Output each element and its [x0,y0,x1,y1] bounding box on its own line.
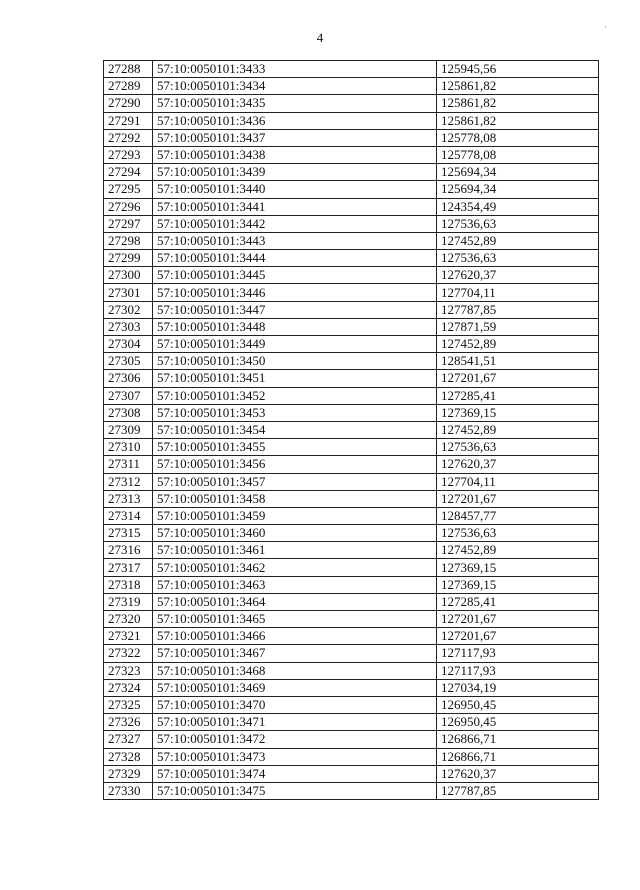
row-number-cell: 27305 [104,353,153,370]
cadastral-value-cell: 127285,41 [437,387,599,404]
cadastral-value-cell: 126950,45 [437,696,599,713]
table-row [104,473,599,490]
row-number-cell: 27294 [104,164,153,181]
cadastral-value-cell: 125778,08 [437,129,599,146]
cadastral-value-cell: 127369,15 [437,576,599,593]
table-row [104,507,599,524]
cadastral-value-cell: 127285,41 [437,593,599,610]
table-row [104,250,599,267]
row-number-cell: 27304 [104,336,153,353]
table-row [104,387,599,404]
table-row [104,456,599,473]
cadastral-value-table [103,60,599,800]
cadastral-number-cell: 57:10:0050101:3435 [153,95,437,112]
row-number-cell: 27295 [104,181,153,198]
cadastral-number-cell: 57:10:0050101:3460 [153,525,437,542]
cadastral-value-cell: 127536,63 [437,250,599,267]
cadastral-value-cell: 127871,59 [437,318,599,335]
table-row [104,628,599,645]
table-row [104,714,599,731]
cadastral-value-cell: 125861,82 [437,78,599,95]
cadastral-value-cell: 125861,82 [437,95,599,112]
table-row [104,164,599,181]
row-number-cell: 27328 [104,748,153,765]
table-row [104,232,599,249]
row-number-cell: 27329 [104,765,153,782]
row-number-cell: 27319 [104,593,153,610]
table-row [104,129,599,146]
row-number-cell: 27330 [104,782,153,799]
table-row [104,61,599,78]
cadastral-number-cell: 57:10:0050101:3459 [153,507,437,524]
cadastral-value-cell: 126866,71 [437,748,599,765]
cadastral-number-cell: 57:10:0050101:3452 [153,387,437,404]
cadastral-number-cell: 57:10:0050101:3442 [153,215,437,232]
table-row [104,559,599,576]
table-row [104,662,599,679]
cadastral-number-cell: 57:10:0050101:3448 [153,318,437,335]
cadastral-number-cell: 57:10:0050101:3434 [153,78,437,95]
table-row [104,576,599,593]
cadastral-number-cell: 57:10:0050101:3447 [153,301,437,318]
table-row [104,490,599,507]
cadastral-value-cell: 127620,37 [437,456,599,473]
table-row [104,198,599,215]
cadastral-number-cell: 57:10:0050101:3436 [153,112,437,129]
table-row [104,542,599,559]
cadastral-value-cell: 127536,63 [437,439,599,456]
cadastral-number-cell: 57:10:0050101:3472 [153,731,437,748]
row-number-cell: 27323 [104,662,153,679]
row-number-cell: 27326 [104,714,153,731]
table-body [104,61,599,800]
row-number-cell: 27317 [104,559,153,576]
cadastral-number-cell: 57:10:0050101:3468 [153,662,437,679]
row-number-cell: 27298 [104,232,153,249]
table-row [104,215,599,232]
cadastral-value-cell: 127452,89 [437,542,599,559]
cadastral-number-cell: 57:10:0050101:3473 [153,748,437,765]
cadastral-value-cell: 127201,67 [437,370,599,387]
row-number-cell: 27301 [104,284,153,301]
table-row [104,301,599,318]
cadastral-number-cell: 57:10:0050101:3469 [153,679,437,696]
row-number-cell: 27293 [104,146,153,163]
cadastral-number-cell: 57:10:0050101:3455 [153,439,437,456]
table-row [104,748,599,765]
table-row [104,731,599,748]
cadastral-number-cell: 57:10:0050101:3465 [153,611,437,628]
row-number-cell: 27300 [104,267,153,284]
row-number-cell: 27321 [104,628,153,645]
table-row [104,645,599,662]
cadastral-number-cell: 57:10:0050101:3433 [153,61,437,78]
cadastral-value-cell: 127787,85 [437,301,599,318]
cadastral-value-cell: 127536,63 [437,525,599,542]
table-row [104,593,599,610]
row-number-cell: 27316 [104,542,153,559]
row-number-cell: 27315 [104,525,153,542]
row-number-cell: 27290 [104,95,153,112]
cadastral-number-cell: 57:10:0050101:3450 [153,353,437,370]
cadastral-value-cell: 127369,15 [437,559,599,576]
table-row [104,284,599,301]
cadastral-value-cell: 127536,63 [437,215,599,232]
table-row [104,353,599,370]
cadastral-number-cell: 57:10:0050101:3437 [153,129,437,146]
row-number-cell: 27307 [104,387,153,404]
cadastral-number-cell: 57:10:0050101:3461 [153,542,437,559]
table-row [104,146,599,163]
table-row [104,439,599,456]
row-number-cell: 27289 [104,78,153,95]
table-row [104,611,599,628]
cadastral-value-cell: 125778,08 [437,146,599,163]
table-row [104,696,599,713]
cadastral-value-cell: 127704,11 [437,284,599,301]
row-number-cell: 27320 [104,611,153,628]
row-number-cell: 27327 [104,731,153,748]
row-number-cell: 27325 [104,696,153,713]
cadastral-value-cell: 124354,49 [437,198,599,215]
row-number-cell: 27309 [104,421,153,438]
row-number-cell: 27322 [104,645,153,662]
cadastral-value-cell: 127704,11 [437,473,599,490]
table-row [104,765,599,782]
cadastral-number-cell: 57:10:0050101:3462 [153,559,437,576]
cadastral-number-cell: 57:10:0050101:3438 [153,146,437,163]
cadastral-value-cell: 127620,37 [437,765,599,782]
table-row [104,679,599,696]
row-number-cell: 27313 [104,490,153,507]
cadastral-value-cell: 127201,67 [437,628,599,645]
cadastral-number-cell: 57:10:0050101:3439 [153,164,437,181]
row-number-cell: 27299 [104,250,153,267]
cadastral-number-cell: 57:10:0050101:3456 [153,456,437,473]
cadastral-number-cell: 57:10:0050101:3466 [153,628,437,645]
cadastral-value-cell: 127034,19 [437,679,599,696]
cadastral-number-cell: 57:10:0050101:3471 [153,714,437,731]
cadastral-number-cell: 57:10:0050101:3451 [153,370,437,387]
cadastral-number-cell: 57:10:0050101:3464 [153,593,437,610]
cadastral-value-cell: 127452,89 [437,421,599,438]
cadastral-number-cell: 57:10:0050101:3457 [153,473,437,490]
cadastral-number-cell: 57:10:0050101:3440 [153,181,437,198]
cadastral-value-cell: 127117,93 [437,662,599,679]
cadastral-value-cell: 125694,34 [437,181,599,198]
row-number-cell: 27302 [104,301,153,318]
cadastral-value-cell: 127787,85 [437,782,599,799]
table-row [104,782,599,799]
cadastral-value-cell: 125861,82 [437,112,599,129]
cadastral-value-cell: 128457,77 [437,507,599,524]
row-number-cell: 27308 [104,404,153,421]
row-number-cell: 27306 [104,370,153,387]
table-row [104,404,599,421]
cadastral-number-cell: 57:10:0050101:3449 [153,336,437,353]
corner-mark: · [604,22,607,32]
row-number-cell: 27296 [104,198,153,215]
cadastral-value-cell: 128541,51 [437,353,599,370]
cadastral-value-cell: 127452,89 [437,232,599,249]
cadastral-number-cell: 57:10:0050101:3467 [153,645,437,662]
cadastral-value-cell: 127620,37 [437,267,599,284]
table-row [104,318,599,335]
row-number-cell: 27297 [104,215,153,232]
table-row [104,370,599,387]
cadastral-value-cell: 127452,89 [437,336,599,353]
row-number-cell: 27303 [104,318,153,335]
table-row [104,112,599,129]
cadastral-value-cell: 126950,45 [437,714,599,731]
table-row [104,336,599,353]
cadastral-value-cell: 125945,56 [437,61,599,78]
cadastral-number-cell: 57:10:0050101:3445 [153,267,437,284]
cadastral-value-cell: 126866,71 [437,731,599,748]
cadastral-number-cell: 57:10:0050101:3453 [153,404,437,421]
row-number-cell: 27310 [104,439,153,456]
cadastral-value-cell: 127369,15 [437,404,599,421]
cadastral-number-cell: 57:10:0050101:3475 [153,782,437,799]
cadastral-value-cell: 125694,34 [437,164,599,181]
cadastral-value-cell: 127117,93 [437,645,599,662]
table-row [104,525,599,542]
table-row [104,181,599,198]
row-number-cell: 27292 [104,129,153,146]
row-number-cell: 27288 [104,61,153,78]
table-row [104,95,599,112]
row-number-cell: 27291 [104,112,153,129]
row-number-cell: 27324 [104,679,153,696]
row-number-cell: 27311 [104,456,153,473]
page-number: 4 [316,30,324,45]
row-number-cell: 27318 [104,576,153,593]
cadastral-number-cell: 57:10:0050101:3444 [153,250,437,267]
cadastral-value-cell: 127201,67 [437,611,599,628]
row-number-cell: 27312 [104,473,153,490]
row-number-cell: 27314 [104,507,153,524]
table-row [104,78,599,95]
cadastral-number-cell: 57:10:0050101:3458 [153,490,437,507]
table-row [104,267,599,284]
cadastral-number-cell: 57:10:0050101:3463 [153,576,437,593]
cadastral-number-cell: 57:10:0050101:3474 [153,765,437,782]
cadastral-number-cell: 57:10:0050101:3470 [153,696,437,713]
cadastral-number-cell: 57:10:0050101:3454 [153,421,437,438]
cadastral-number-cell: 57:10:0050101:3443 [153,232,437,249]
cadastral-number-cell: 57:10:0050101:3446 [153,284,437,301]
cadastral-value-cell: 127201,67 [437,490,599,507]
cadastral-number-cell: 57:10:0050101:3441 [153,198,437,215]
table-row [104,421,599,438]
